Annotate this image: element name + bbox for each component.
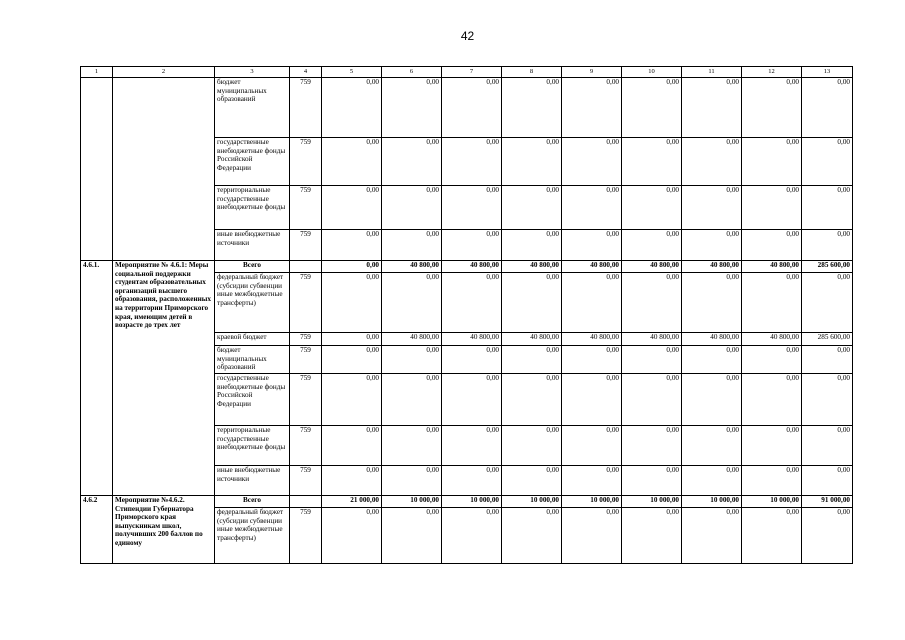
value-cell: 0,00	[322, 346, 382, 374]
value-cell: 0,00	[322, 333, 382, 346]
page-number: 42	[460, 29, 475, 43]
value-cell: 0,00	[382, 138, 442, 186]
value-cell: 0,00	[562, 186, 622, 230]
value-cell: 0,00	[802, 78, 853, 138]
header-cell: 8	[502, 67, 562, 78]
value-cell: 40 800,00	[562, 333, 622, 346]
value-cell: 0,00	[622, 466, 682, 496]
value-cell: 0,00	[322, 426, 382, 466]
grbs-cell: 759	[290, 508, 322, 564]
header-cell: 10	[622, 67, 682, 78]
header-cell: 4	[290, 67, 322, 78]
value-cell: 0,00	[742, 466, 802, 496]
value-cell: 0,00	[322, 261, 382, 273]
value-cell: 0,00	[802, 426, 853, 466]
source-cell: Всего	[215, 496, 290, 508]
value-cell: 0,00	[622, 138, 682, 186]
value-cell: 0,00	[682, 138, 742, 186]
value-cell: 40 800,00	[742, 261, 802, 273]
value-cell: 0,00	[382, 273, 442, 333]
value-cell: 0,00	[802, 374, 853, 426]
value-cell: 0,00	[382, 346, 442, 374]
header-cell: 2	[113, 67, 215, 78]
header-cell: 6	[382, 67, 442, 78]
value-cell: 0,00	[502, 230, 562, 261]
value-cell: 0,00	[562, 138, 622, 186]
value-cell: 0,00	[802, 186, 853, 230]
value-cell: 285 600,00	[802, 333, 853, 346]
value-cell: 0,00	[742, 230, 802, 261]
value-cell: 0,00	[502, 374, 562, 426]
value-cell: 0,00	[502, 138, 562, 186]
value-cell: 0,00	[442, 78, 502, 138]
value-cell: 0,00	[622, 508, 682, 564]
value-cell: 0,00	[322, 78, 382, 138]
grbs-cell: 759	[290, 230, 322, 261]
grbs-cell	[290, 261, 322, 273]
grbs-cell	[290, 496, 322, 508]
source-cell: Всего	[215, 261, 290, 273]
value-cell: 0,00	[442, 466, 502, 496]
value-cell: 0,00	[562, 508, 622, 564]
value-cell: 40 800,00	[622, 333, 682, 346]
value-cell: 0,00	[682, 273, 742, 333]
source-cell: бюджет муниципальных образований	[215, 346, 290, 374]
value-cell: 0,00	[442, 374, 502, 426]
value-cell: 0,00	[382, 186, 442, 230]
value-cell: 0,00	[742, 426, 802, 466]
row-name-cell: Мероприятие №4.6.2. Стипендии Губернатора Приморского края выпускникам школ, получивших 200 баллов по единому	[113, 496, 215, 564]
header-cell: 5	[322, 67, 382, 78]
row-id-cell: 4.6.2	[81, 496, 113, 564]
row-name-cell: Мероприятие № 4.6.1: Меры социальной поддержки студентам образовательных организаций высшего образования, расположенных на территории Приморского края, имеющим детей в возрасте до трех лет	[113, 261, 215, 496]
value-cell: 0,00	[382, 374, 442, 426]
header-cell: 1	[81, 67, 113, 78]
value-cell: 0,00	[322, 138, 382, 186]
value-cell: 0,00	[382, 426, 442, 466]
value-cell: 10 000,00	[742, 496, 802, 508]
value-cell: 0,00	[442, 230, 502, 261]
value-cell: 0,00	[802, 466, 853, 496]
value-cell: 0,00	[622, 230, 682, 261]
value-cell: 0,00	[622, 78, 682, 138]
value-cell: 40 800,00	[502, 333, 562, 346]
header-cell: 9	[562, 67, 622, 78]
source-cell: федеральный бюджет (субсидии субвенции иные межбюджетные трансферты)	[215, 273, 290, 333]
value-cell: 0,00	[382, 78, 442, 138]
value-cell: 0,00	[382, 508, 442, 564]
value-cell: 0,00	[322, 466, 382, 496]
source-cell: бюджет муниципальных образований	[215, 78, 290, 138]
value-cell: 0,00	[622, 186, 682, 230]
budget-table	[80, 66, 853, 564]
value-cell: 0,00	[622, 273, 682, 333]
value-cell: 10 000,00	[502, 496, 562, 508]
value-cell: 0,00	[562, 374, 622, 426]
value-cell: 0,00	[802, 508, 853, 564]
value-cell: 0,00	[382, 230, 442, 261]
value-cell: 0,00	[502, 186, 562, 230]
value-cell: 0,00	[682, 230, 742, 261]
row-name-cell	[113, 78, 215, 261]
value-cell: 40 800,00	[382, 333, 442, 346]
source-cell: государственные внебюджетные фонды Российской Федерации	[215, 138, 290, 186]
value-cell: 40 800,00	[502, 261, 562, 273]
value-cell: 0,00	[742, 374, 802, 426]
value-cell: 0,00	[322, 230, 382, 261]
value-cell: 40 800,00	[382, 261, 442, 273]
value-cell: 10 000,00	[622, 496, 682, 508]
value-cell: 0,00	[502, 78, 562, 138]
value-cell: 0,00	[742, 346, 802, 374]
value-cell: 0,00	[802, 138, 853, 186]
source-cell: федеральный бюджет (субсидии субвенции иные межбюджетные трансферты)	[215, 508, 290, 564]
source-cell: государственные внебюджетные фонды Российской Федерации	[215, 374, 290, 426]
value-cell: 0,00	[502, 273, 562, 333]
source-cell: иные внебюджетные источники	[215, 466, 290, 496]
value-cell: 0,00	[622, 374, 682, 426]
value-cell: 0,00	[682, 508, 742, 564]
header-cell: 7	[442, 67, 502, 78]
value-cell: 10 000,00	[382, 496, 442, 508]
value-cell: 0,00	[682, 374, 742, 426]
value-cell: 0,00	[502, 346, 562, 374]
value-cell: 91 000,00	[802, 496, 853, 508]
value-cell: 0,00	[442, 426, 502, 466]
source-cell: территориальные государственные внебюджетные фонды	[215, 426, 290, 466]
value-cell: 0,00	[442, 346, 502, 374]
header-cell: 12	[742, 67, 802, 78]
grbs-cell: 759	[290, 333, 322, 346]
table-row	[81, 78, 853, 138]
value-cell: 40 800,00	[742, 333, 802, 346]
grbs-cell: 759	[290, 273, 322, 333]
value-cell: 0,00	[742, 186, 802, 230]
value-cell: 285 600,00	[802, 261, 853, 273]
value-cell: 0,00	[802, 346, 853, 374]
value-cell: 0,00	[742, 508, 802, 564]
table-row-total	[81, 496, 853, 508]
value-cell: 0,00	[802, 273, 853, 333]
value-cell: 0,00	[682, 426, 742, 466]
value-cell: 0,00	[502, 508, 562, 564]
value-cell: 0,00	[622, 426, 682, 466]
value-cell: 40 800,00	[622, 261, 682, 273]
table-row-total	[81, 261, 853, 273]
value-cell: 0,00	[442, 508, 502, 564]
value-cell: 0,00	[382, 466, 442, 496]
value-cell: 40 800,00	[562, 261, 622, 273]
value-cell: 40 800,00	[442, 333, 502, 346]
value-cell: 0,00	[742, 138, 802, 186]
grbs-cell: 759	[290, 346, 322, 374]
value-cell: 0,00	[322, 508, 382, 564]
value-cell: 0,00	[682, 466, 742, 496]
grbs-cell: 759	[290, 426, 322, 466]
value-cell: 0,00	[742, 78, 802, 138]
source-cell: краевой бюджет	[215, 333, 290, 346]
grbs-cell: 759	[290, 78, 322, 138]
grbs-cell: 759	[290, 138, 322, 186]
value-cell: 40 800,00	[442, 261, 502, 273]
value-cell: 0,00	[562, 78, 622, 138]
header-cell: 11	[682, 67, 742, 78]
value-cell: 40 800,00	[682, 333, 742, 346]
header-cell: 3	[215, 67, 290, 78]
header-row	[81, 67, 853, 78]
grbs-cell: 759	[290, 374, 322, 426]
row-id-cell	[81, 78, 113, 261]
value-cell: 0,00	[442, 273, 502, 333]
value-cell: 0,00	[562, 230, 622, 261]
grbs-cell: 759	[290, 466, 322, 496]
value-cell: 10 000,00	[562, 496, 622, 508]
value-cell: 40 800,00	[682, 261, 742, 273]
value-cell: 0,00	[502, 466, 562, 496]
value-cell: 0,00	[562, 273, 622, 333]
value-cell: 0,00	[442, 138, 502, 186]
row-id-cell: 4.6.1.	[81, 261, 113, 496]
value-cell: 0,00	[502, 426, 562, 466]
value-cell: 0,00	[562, 426, 622, 466]
value-cell: 0,00	[562, 346, 622, 374]
source-cell: территориальные государственные внебюджетные фонды	[215, 186, 290, 230]
value-cell: 0,00	[802, 230, 853, 261]
value-cell: 0,00	[322, 374, 382, 426]
value-cell: 0,00	[322, 186, 382, 230]
value-cell: 0,00	[682, 78, 742, 138]
value-cell: 10 000,00	[682, 496, 742, 508]
source-cell: иные внебюджетные источники	[215, 230, 290, 261]
value-cell: 0,00	[682, 186, 742, 230]
value-cell: 0,00	[622, 346, 682, 374]
grbs-cell: 759	[290, 186, 322, 230]
value-cell: 0,00	[322, 273, 382, 333]
value-cell: 21 000,00	[322, 496, 382, 508]
value-cell: 10 000,00	[442, 496, 502, 508]
value-cell: 0,00	[562, 466, 622, 496]
header-cell: 13	[802, 67, 853, 78]
value-cell: 0,00	[682, 346, 742, 374]
value-cell: 0,00	[742, 273, 802, 333]
value-cell: 0,00	[442, 186, 502, 230]
